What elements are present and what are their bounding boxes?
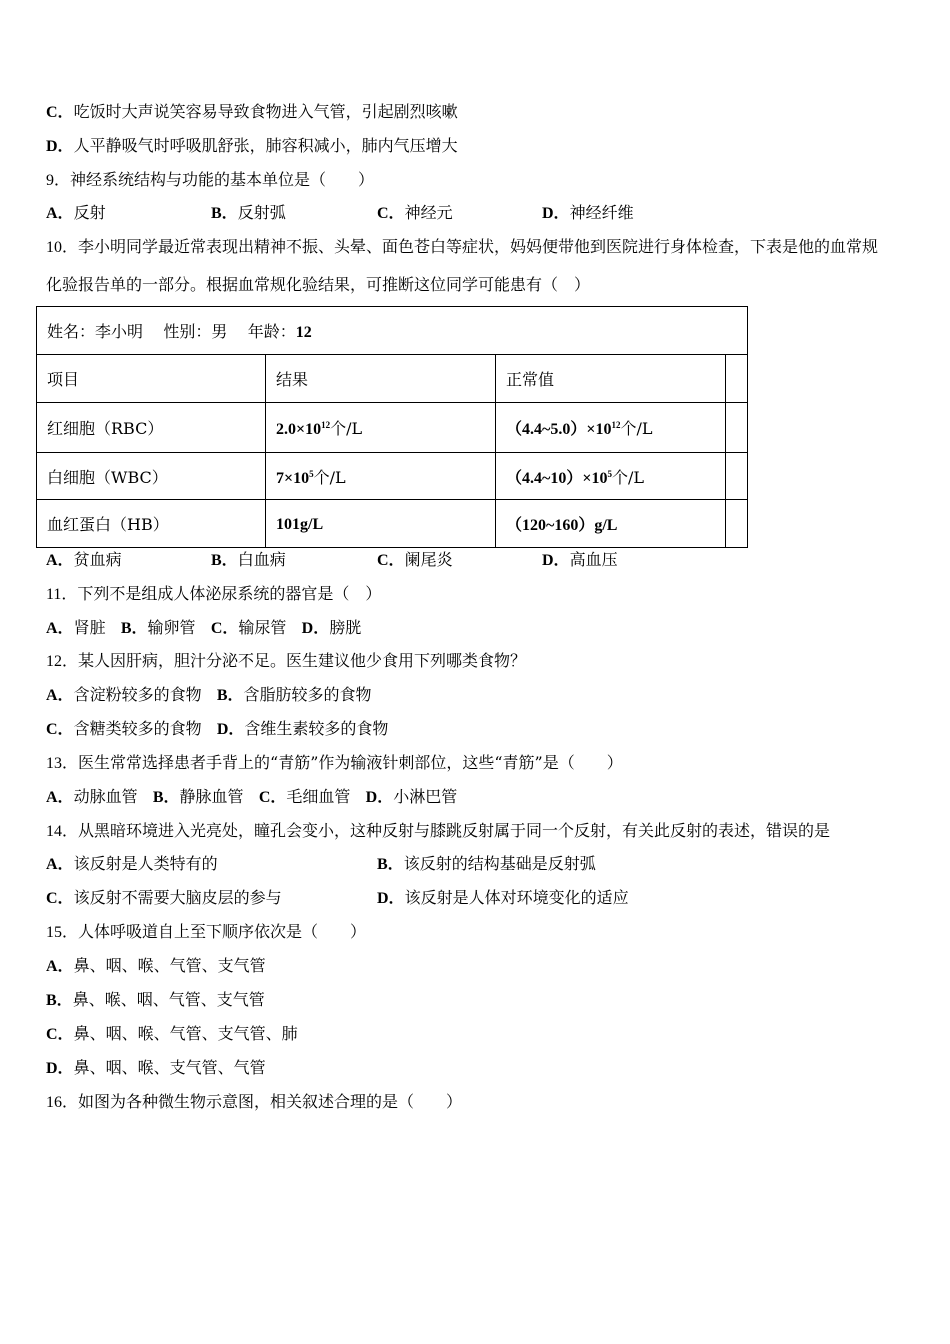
- table-row: [37, 403, 748, 453]
- q15-option-b: B．鼻、喉、咽、气管、支气管: [46, 990, 265, 1009]
- row-normal: $(4.4\sim 5.0)\times 10^{12}$个/L: [496, 403, 726, 453]
- blood-report-table: [36, 306, 748, 548]
- q9-option-b: B．反射弧: [211, 203, 286, 222]
- header-item: 项目: [37, 355, 266, 403]
- q16-stem: 16．如图为各种微生物示意图，相关叙述合理的是（ ）: [46, 1092, 463, 1111]
- blank-cell: [726, 403, 748, 453]
- row-normal: （120~160）g/L: [496, 500, 726, 548]
- table-info-row: [37, 307, 748, 355]
- q14-option-d: D．该反射是人体对环境变化的适应: [377, 888, 629, 907]
- row-item: 白细胞（WBC）: [37, 453, 266, 500]
- q12-options-ab: A．含淀粉较多的食物 B．含脂肪较多的食物: [46, 685, 372, 704]
- q13-stem: 13．医生常常选择患者手背上的“青筋”作为输液针刺部位，这些“青筋”是（ ）: [46, 753, 623, 772]
- q11-options: A．肾脏 B．输卵管 C．输尿管 D．膀胱: [46, 618, 362, 637]
- q10-option-d: D．高血压: [542, 550, 618, 569]
- q13-options: A．动脉血管 B．静脉血管 C．毛细血管 D．小淋巴管: [46, 787, 458, 806]
- table-header-row: [37, 355, 748, 403]
- blank-cell: [726, 500, 748, 548]
- row-normal: $(4.4\sim 10)\times 10^5$个/L: [496, 453, 726, 500]
- table-row: [37, 453, 748, 500]
- blank-cell: [726, 355, 748, 403]
- q11-stem: 11．下列不是组成人体泌尿系统的器官是（ ）: [46, 584, 382, 603]
- row-item: 血红蛋白（HB）: [37, 500, 266, 548]
- header-normal: 正常值: [496, 355, 726, 403]
- q15-option-a: A．鼻、咽、喉、气管、支气管: [46, 956, 266, 975]
- q14-option-b: B．该反射的结构基础是反射弧: [377, 854, 596, 873]
- row-result: $2.0\times 10^{12}$个/L: [266, 403, 496, 453]
- row-result: $7\times 10^5$个/L: [266, 453, 496, 500]
- q9-stem: 9．神经系统结构与功能的基本单位是（ ）: [46, 170, 375, 189]
- q15-option-c: C．鼻、咽、喉、气管、支气管、肺: [46, 1024, 298, 1043]
- blank-cell: [726, 453, 748, 500]
- header-result: 结果: [266, 355, 496, 403]
- row-result: 101g/L: [266, 500, 496, 548]
- q9-option-d: D．神经纤维: [542, 203, 634, 222]
- q9-option-a: A．反射: [46, 203, 106, 222]
- q14-option-c: C．该反射不需要大脑皮层的参与: [46, 888, 282, 907]
- q10-option-c: C．阑尾炎: [377, 550, 453, 569]
- q14-option-a: A．该反射是人类特有的: [46, 854, 218, 873]
- q15-stem: 15．人体呼吸道自上至下顺序依次是（ ）: [46, 922, 367, 941]
- q10-stem-line2: 化验报告单的一部分。根据血常规化验结果，可推断这位同学可能患有（ ）: [46, 275, 591, 294]
- row-item: 红细胞（RBC）: [37, 403, 266, 453]
- q15-option-d: D．鼻、咽、喉、支气管、气管: [46, 1058, 266, 1077]
- patient-info: 姓名：李小明 性别：男 年龄：12: [37, 307, 748, 355]
- q14-stem: 14．从黑暗环境进入光亮处，瞳孔会变小，这种反射与膝跳反射属于同一个反射，有关此反射的表述，错误的是: [46, 821, 831, 840]
- q10-option-b: B．白血病: [211, 550, 286, 569]
- q10-option-a: A．贫血病: [46, 550, 122, 569]
- q8-option-d: D．人平静吸气时呼吸肌舒张，肺容积减小，肺内气压增大: [46, 136, 458, 155]
- q12-stem: 12．某人因肝病，胆汁分泌不足。医生建议他少食用下列哪类食物？: [46, 651, 527, 670]
- q12-options-cd: C．含糖类较多的食物 D．含维生素较多的食物: [46, 719, 389, 738]
- q9-option-c: C．神经元: [377, 203, 453, 222]
- q10-stem-line1: 10．李小明同学最近常表现出精神不振、头晕、面色苍白等症状，妈妈便带他到医院进行身体检查，下表是他的血常规: [46, 237, 879, 256]
- q8-option-c: C．吃饭时大声说笑容易导致食物进入气管，引起剧烈咳嗽: [46, 102, 458, 121]
- table-row: [37, 500, 748, 548]
